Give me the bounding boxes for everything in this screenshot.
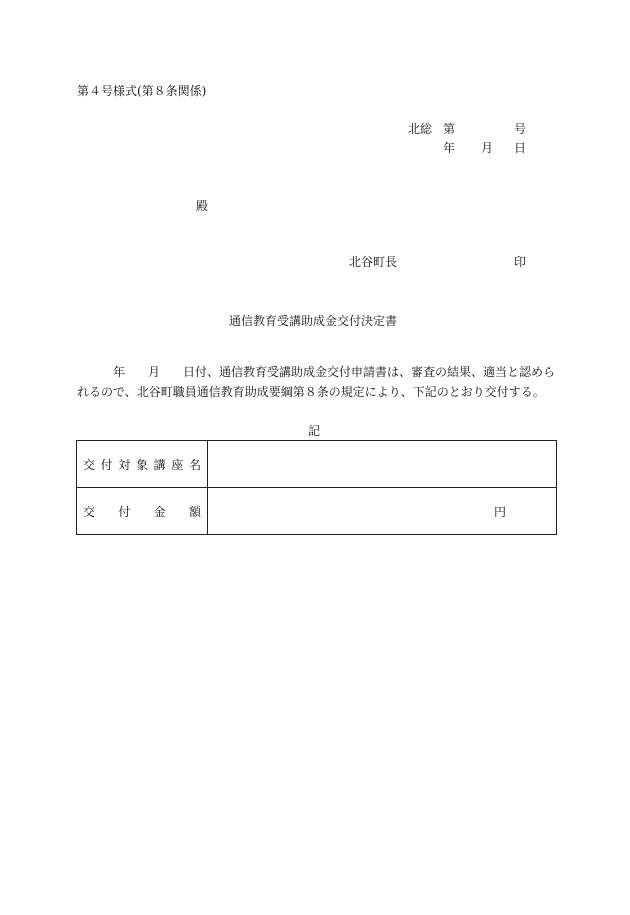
label-char: 額 <box>188 504 201 519</box>
issuer-seal: 印 <box>514 255 527 269</box>
table-row-course <box>77 441 557 488</box>
body-line2: れるので、北谷町職員通信教育助成要綱第８条の規定により、下記のとおり交付する。 <box>77 385 545 399</box>
course-name-label <box>77 441 208 488</box>
addressee-suffix: 殿 <box>196 199 209 213</box>
label-char: 交 <box>83 504 96 519</box>
table-row-amount <box>77 488 557 535</box>
body-paragraph <box>77 362 557 402</box>
label-char: 付 <box>118 504 131 519</box>
date-day: 日 <box>514 141 527 155</box>
form-header: 第４号様式(第８条関係) <box>77 84 207 98</box>
label-char: 金 <box>153 504 166 519</box>
doc-number-prefix: 北総 <box>408 122 433 136</box>
document-title: 通信教育受講助成金交付決定書 <box>229 314 398 328</box>
body-year: 年 <box>113 365 126 379</box>
issuer-title: 北谷町長 <box>349 255 398 269</box>
doc-number-go: 号 <box>514 122 527 136</box>
grant-detail-table <box>76 440 557 535</box>
label-char: 講 <box>153 457 166 472</box>
doc-number-dai: 第 <box>443 122 456 136</box>
body-month: 月 <box>148 365 161 379</box>
course-name-value-cell[interactable] <box>208 441 557 488</box>
date-year: 年 <box>443 141 456 155</box>
label-char: 名 <box>188 457 201 472</box>
grant-amount-label <box>77 488 208 535</box>
body-line1-rest: 日付、通信教育受講助成金交付申請書は、審査の結果、適当と認めら <box>183 365 556 379</box>
ki-heading: 記 <box>308 424 321 438</box>
date-month: 月 <box>481 141 494 155</box>
label-char: 座 <box>171 457 184 472</box>
label-char: 付 <box>100 457 113 472</box>
label-char: 象 <box>135 457 148 472</box>
label-char: 交 <box>83 457 96 472</box>
grant-amount-value-cell[interactable] <box>208 488 557 535</box>
yen-unit: 円 <box>494 505 507 519</box>
label-char: 対 <box>118 457 131 472</box>
